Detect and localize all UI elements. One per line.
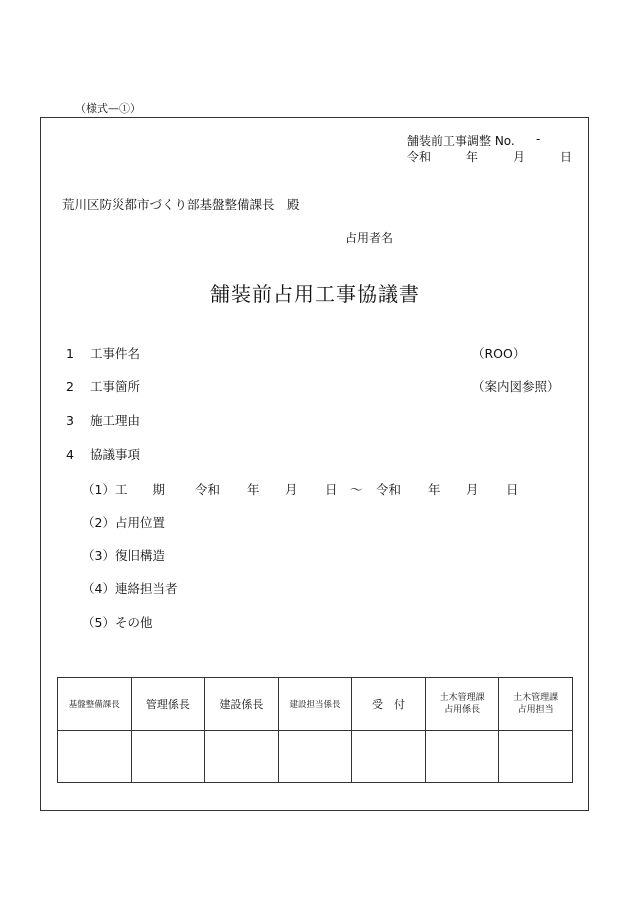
stamp-header-cell bbox=[58, 678, 132, 731]
item-note-map: （案内図参照） bbox=[472, 379, 560, 394]
item-number: 4 bbox=[66, 447, 74, 462]
form-code: （様式—①） bbox=[75, 102, 141, 115]
period-from-year: 年 bbox=[247, 482, 260, 497]
date-month: 月 bbox=[512, 150, 525, 164]
period-label: （1）工 期 bbox=[82, 482, 165, 497]
stamp-header-text: 建設係長 bbox=[219, 698, 264, 711]
item-discussion-matters bbox=[66, 445, 140, 463]
doc-number-dash: - bbox=[536, 132, 541, 146]
stamp-header-cell bbox=[205, 678, 279, 731]
date-day: 日 bbox=[559, 150, 572, 164]
subitem-other: （5）その他 bbox=[82, 615, 153, 630]
stamp-header-text: 基盤整備課長 bbox=[68, 700, 120, 710]
item-number: 2 bbox=[66, 379, 74, 394]
stamp-seal-cell bbox=[278, 731, 352, 783]
period-from-day: 日 bbox=[325, 482, 338, 497]
addressee: 荒川区防災都市づくり部基盤整備課長 殿 bbox=[62, 197, 300, 212]
stamp-header-text: 建設担当係長 bbox=[289, 700, 341, 710]
stamp-header-cell bbox=[352, 678, 426, 731]
period-to-era: 令和 bbox=[376, 482, 402, 497]
stamp-header-line2: 占用係長 bbox=[444, 705, 481, 715]
stamp-seal-cell bbox=[425, 731, 499, 783]
item-label: 工事箇所 bbox=[90, 379, 141, 394]
date-year: 年 bbox=[465, 150, 478, 164]
date-era: 令和 bbox=[407, 150, 432, 164]
item-label: 工事件名 bbox=[90, 346, 141, 361]
occupant-name-label: 占用者名 bbox=[345, 231, 394, 245]
stamp-seal-cell bbox=[58, 731, 132, 783]
stamp-seal-cell bbox=[499, 731, 573, 783]
stamp-header-cell bbox=[425, 678, 499, 731]
approval-stamp-table bbox=[57, 677, 573, 783]
subitem-restoration-structure: （3）復旧構造 bbox=[82, 548, 165, 563]
item-construction-location bbox=[66, 377, 140, 395]
submission-date bbox=[407, 148, 572, 165]
period-to-year: 年 bbox=[428, 482, 441, 497]
document-title: 舗装前占用工事協議書 bbox=[210, 282, 420, 306]
period-from-month: 月 bbox=[285, 482, 298, 497]
stamp-header-cell bbox=[131, 678, 205, 731]
stamp-seal-row bbox=[58, 731, 573, 783]
item-label: 協議事項 bbox=[90, 447, 141, 462]
item-number: 1 bbox=[66, 346, 74, 361]
item-number: 3 bbox=[66, 413, 74, 428]
stamp-header-line1: 土木管理課 bbox=[439, 693, 485, 703]
stamp-header-line1: 土木管理課 bbox=[513, 693, 559, 703]
period-from-era: 令和 bbox=[195, 482, 221, 497]
doc-number-label: 舗装前工事調整 No. bbox=[407, 134, 515, 148]
period-tilde: ～ bbox=[350, 482, 363, 497]
period-to-month: 月 bbox=[466, 482, 479, 497]
stamp-seal-cell bbox=[352, 731, 426, 783]
stamp-header-text: 受 付 bbox=[372, 698, 406, 711]
subitem-occupancy-position: （2）占用位置 bbox=[82, 515, 165, 530]
period-to-day: 日 bbox=[506, 482, 519, 497]
stamp-header-cell bbox=[499, 678, 573, 731]
subitem-contact-person: （4）連絡担当者 bbox=[82, 581, 178, 596]
stamp-seal-cell bbox=[131, 731, 205, 783]
item-note-roo: （ROO） bbox=[472, 346, 526, 361]
stamp-seal-cell bbox=[205, 731, 279, 783]
item-construction-name bbox=[66, 344, 140, 362]
stamp-header-cell bbox=[278, 678, 352, 731]
item-label: 施工理由 bbox=[90, 413, 141, 428]
stamp-header-line2: 占用担当 bbox=[517, 705, 554, 715]
stamp-header-text: 管理係長 bbox=[145, 698, 190, 711]
item-construction-reason bbox=[66, 411, 140, 429]
stamp-header-row bbox=[58, 678, 573, 731]
